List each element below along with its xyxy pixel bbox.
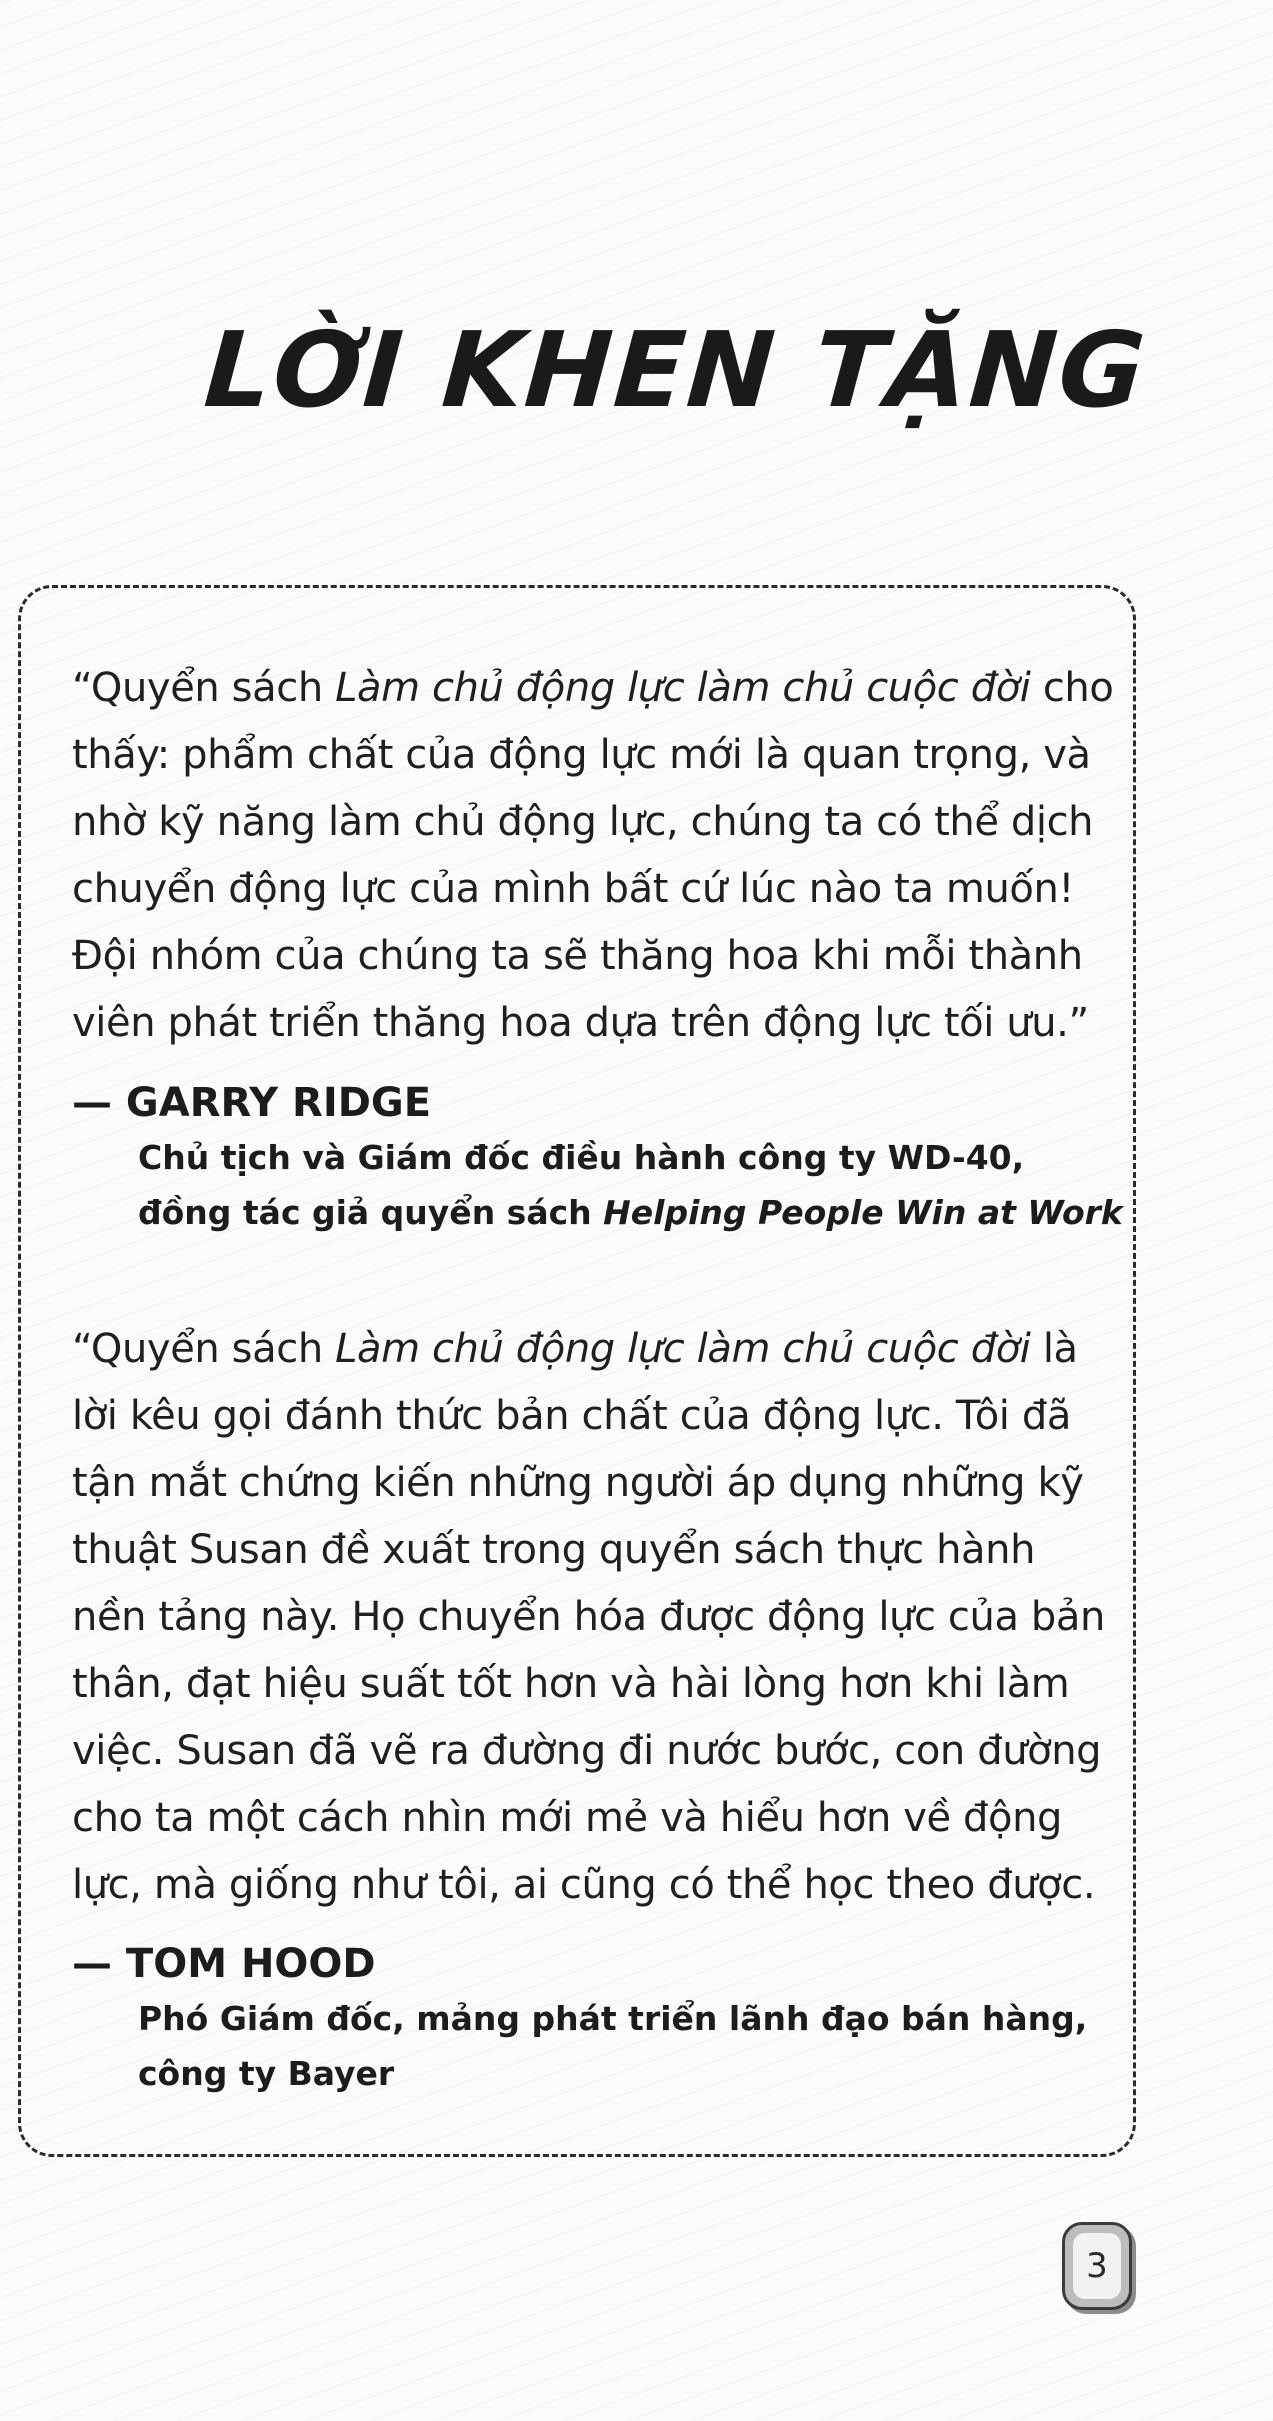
quote-line: thấy: phẩm chất của động lực mới là quan trọng, và	[72, 732, 1091, 778]
page-number-badge	[1062, 2222, 1132, 2310]
page-title: LỜI KHEN TẶNG	[200, 309, 1151, 431]
role-line: Chủ tịch và Giám đốc điều hành công ty WD-40,	[138, 1138, 1025, 1177]
quote-line: lời kêu gọi đánh thức bản chất của động lực. Tôi đã	[72, 1393, 1071, 1439]
testimonial-quote	[72, 655, 1132, 1057]
role-line: Phó Giám đốc, mảng phát triển lãnh đạo bán hàng,	[138, 1999, 1088, 2038]
quote-line: nhờ kỹ năng làm chủ động lực, chúng ta có thể dịch	[72, 799, 1094, 845]
page-number: 3	[1073, 2233, 1121, 2299]
quote-line: “Quyển sách Làm chủ động lực làm chủ cuộc đời là	[72, 1326, 1078, 1372]
quote-line: chuyển động lực của mình bất cứ lúc nào ta muốn!	[72, 866, 1075, 912]
quote-line: thân, đạt hiệu suất tốt hơn và hài lòng hơn khi làm	[72, 1661, 1070, 1707]
quote-line: tận mắt chứng kiến những người áp dụng những kỹ	[72, 1460, 1084, 1506]
quote-line: nền tảng này. Họ chuyển hóa được động lực của bản	[72, 1594, 1105, 1640]
testimonial-author: — TOM HOOD	[72, 1941, 376, 1987]
role-line: công ty Bayer	[138, 2054, 395, 2093]
testimonial-author-role	[138, 1991, 1087, 2101]
role-line: đồng tác giả quyển sách Helping People Win at Work	[138, 1193, 1123, 1232]
quote-line: cho ta một cách nhìn mới mẻ và hiểu hơn về động	[72, 1795, 1063, 1841]
testimonial-author: — GARRY RIDGE	[72, 1080, 432, 1126]
quote-line: “Quyển sách Làm chủ động lực làm chủ cuộc đời cho	[72, 665, 1114, 711]
quote-line: thuật Susan đề xuất trong quyển sách thực hành	[72, 1527, 1036, 1573]
testimonial-author-role	[138, 1130, 1123, 1240]
quote-line: viên phát triển thăng hoa dựa trên động lực tối ưu.”	[72, 1000, 1089, 1046]
quote-line: việc. Susan đã vẽ ra đường đi nước bước, con đường	[72, 1728, 1102, 1774]
quote-line: lực, mà giống như tôi, ai cũng có thể học theo được.	[72, 1862, 1096, 1908]
quote-line: Đội nhóm của chúng ta sẽ thăng hoa khi mỗi thành	[72, 933, 1083, 979]
testimonial-quote	[72, 1316, 1132, 1919]
